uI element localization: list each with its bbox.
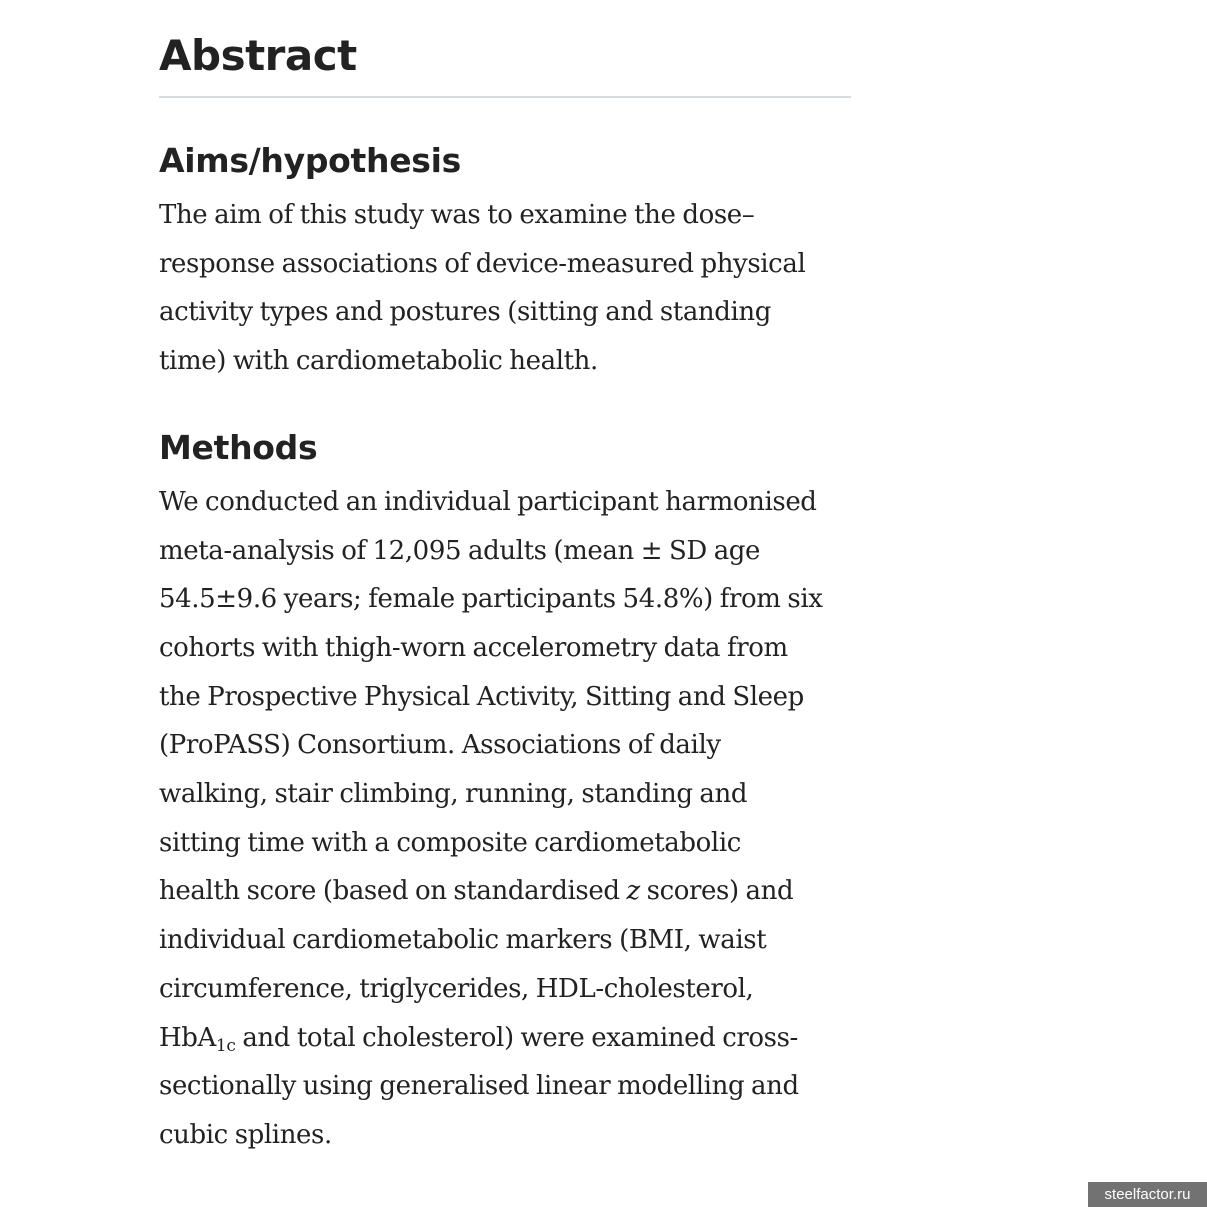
- line-text: HbA: [159, 1022, 216, 1053]
- aims-section: [159, 139, 851, 386]
- watermark: steelfactor.ru: [1088, 1182, 1207, 1207]
- aims-line: response associations of device-measured physical: [159, 248, 806, 279]
- line-text: health score (based on standardised: [159, 876, 627, 907]
- methods-heading: Methods: [159, 427, 318, 467]
- z-italic: z: [626, 876, 640, 907]
- title-divider: [159, 96, 851, 98]
- methods-line: We conducted an individual participant harmonised: [159, 486, 817, 517]
- methods-paragraph: [159, 478, 851, 1160]
- article-abstract: [159, 28, 851, 1160]
- aims-line: activity types and postures (sitting and standing: [159, 297, 772, 328]
- methods-line: sitting time with a composite cardiometabolic: [159, 827, 741, 858]
- methods-line: circumference, triglycerides, HDL-cholesterol,: [159, 973, 754, 1004]
- methods-line: cubic splines.: [159, 1119, 332, 1150]
- methods-line: 54.5±9.6 years; female participants 54.8%) from six: [159, 584, 823, 615]
- methods-line: cohorts with thigh-worn accelerometry data from: [159, 632, 788, 663]
- methods-line: individual cardiometabolic markers (BMI, waist: [159, 925, 767, 956]
- aims-heading: Aims/hypothesis: [159, 141, 461, 180]
- methods-line: meta-analysis of 12,095 adults (mean ± SD age: [159, 535, 761, 566]
- methods-section: [159, 426, 851, 1160]
- methods-line: [159, 1014, 851, 1063]
- line-text: and total cholesterol) were examined cross-: [235, 1022, 798, 1053]
- aims-line: time) with cardiometabolic health.: [159, 346, 598, 377]
- line-text: scores) and: [639, 876, 794, 907]
- methods-line: (ProPASS) Consortium. Associations of daily: [159, 730, 721, 761]
- abstract-title: Abstract: [159, 31, 357, 80]
- methods-line: walking, stair climbing, running, standing and: [159, 779, 748, 810]
- methods-line: the Prospective Physical Activity, Sitting and Sleep: [159, 681, 804, 712]
- aims-paragraph: [159, 191, 851, 386]
- hba1c-subscript: 1c: [215, 1035, 236, 1056]
- methods-line: [159, 867, 851, 916]
- methods-line: sectionally using generalised linear modelling and: [159, 1071, 799, 1102]
- aims-line: The aim of this study was to examine the dose–: [159, 200, 755, 230]
